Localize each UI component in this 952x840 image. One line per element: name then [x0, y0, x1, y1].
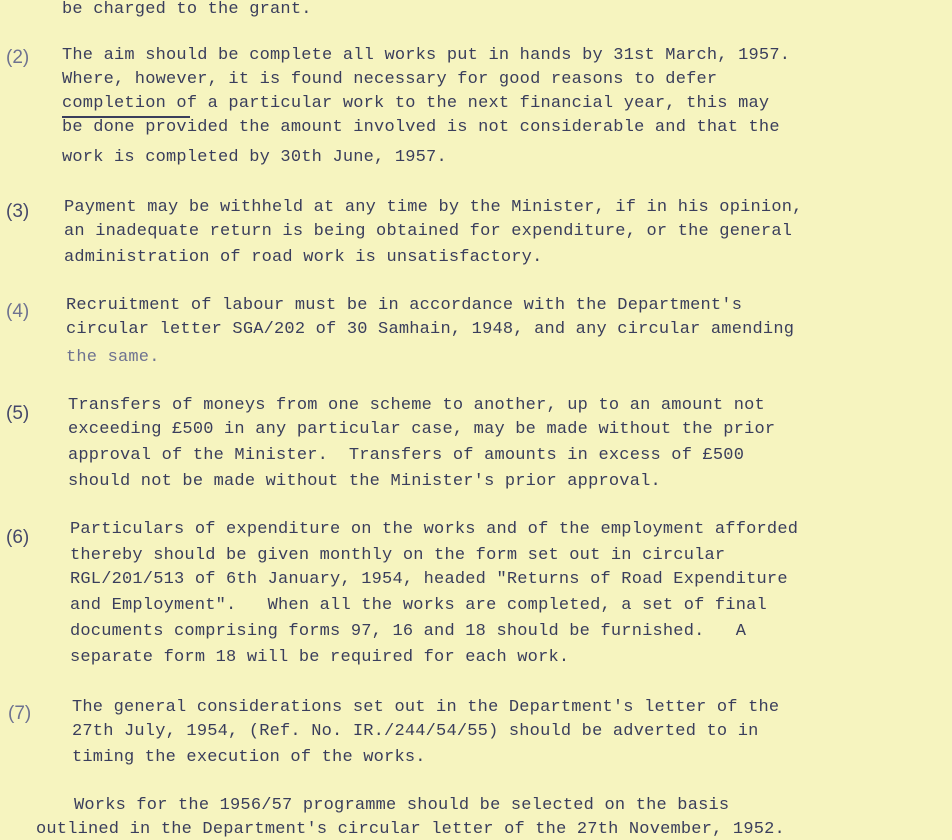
- paragraph-3-line-3: administration of road work is unsatisfactory.: [64, 248, 543, 267]
- paragraph-number-6: (6): [6, 527, 30, 548]
- paragraph-2-line-3: completion of a particular work to the next financial year, this may: [62, 94, 770, 113]
- top-fragment: be charged to the grant.: [62, 0, 312, 19]
- paragraph-3-line-1: Payment may be withheld at any time by the Minister, if in his opinion,: [64, 198, 803, 217]
- paragraph-6-line-2: thereby should be given monthly on the form set out in circular: [70, 546, 726, 565]
- paragraph-6-line-4: and Employment". When all the works are completed, a set of final: [70, 596, 767, 615]
- paragraph-number-7: (7): [8, 703, 32, 724]
- paragraph-number-2: (2): [6, 47, 30, 68]
- paragraph-5-line-4: should not be made without the Minister's prior approval.: [68, 472, 661, 491]
- closing-line-2: outlined in the Department's circular letter of the 27th November, 1952.: [36, 820, 785, 839]
- closing-line-1: Works for the 1956/57 programme should be selected on the basis: [74, 796, 730, 815]
- paragraph-2-line-2: Where, however, it is found necessary for good reasons to defer: [62, 70, 718, 89]
- paragraph-4-line-2: circular letter SGA/202 of 30 Samhain, 1948, and any circular amending: [66, 320, 795, 339]
- paragraph-2-line-5: work is completed by 30th June, 1957.: [62, 148, 447, 167]
- paragraph-5-line-2: exceeding £500 in any particular case, may be made without the prior: [68, 420, 776, 439]
- paragraph-6-line-3: RGL/201/513 of 6th January, 1954, headed "Returns of Road Expenditure: [70, 570, 788, 589]
- paragraph-2-line-1: The aim should be complete all works put in hands by 31st March, 1957.: [62, 46, 791, 65]
- paragraph-4-line-1: Recruitment of labour must be in accordance with the Department's: [66, 296, 743, 315]
- paragraph-6-line-6: separate form 18 will be required for each work.: [70, 648, 570, 667]
- paragraph-4-line-3: the same.: [66, 348, 160, 367]
- paragraph-5-line-3: approval of the Minister. Transfers of amounts in excess of £500: [68, 446, 745, 465]
- paragraph-3-line-2: an inadequate return is being obtained for expenditure, or the general: [64, 222, 793, 241]
- paragraph-number-4: (4): [6, 301, 30, 322]
- paragraph-7-line-2: 27th July, 1954, (Ref. No. IR./244/54/55) should be adverted to in: [72, 722, 759, 741]
- paragraph-number-5: (5): [6, 403, 30, 424]
- paragraph-7-line-3: timing the execution of the works.: [72, 748, 426, 767]
- paragraph-2-line-4: be done provided the amount involved is not considerable and that the: [62, 118, 780, 137]
- paragraph-6-line-5: documents comprising forms 97, 16 and 18 should be furnished. A: [70, 622, 747, 641]
- paragraph-7-line-1: The general considerations set out in the Department's letter of the: [72, 698, 780, 717]
- paragraph-number-3: (3): [6, 201, 30, 222]
- paragraph-6-line-1: Particulars of expenditure on the works and of the employment afforded: [70, 520, 799, 539]
- paragraph-5-line-1: Transfers of moneys from one scheme to another, up to an amount not: [68, 396, 765, 415]
